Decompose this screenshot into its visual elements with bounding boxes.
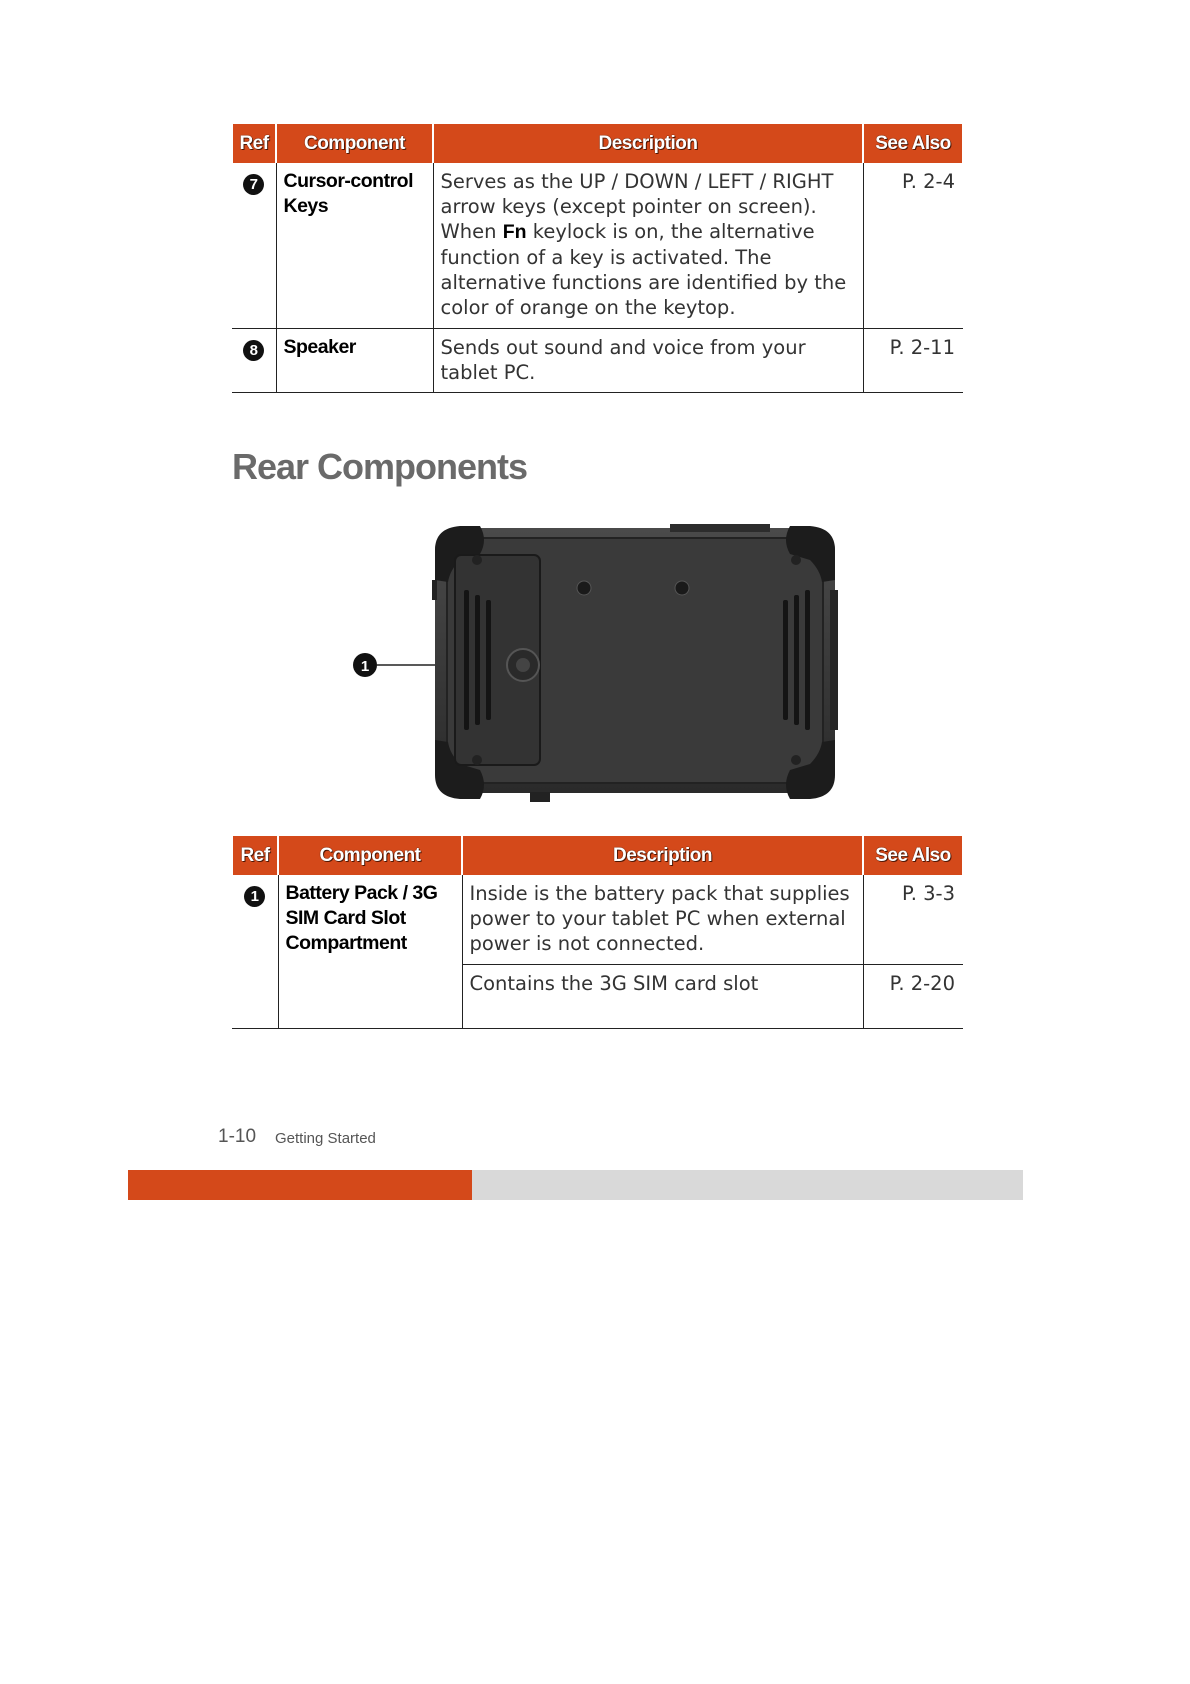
component-cell: Speaker	[276, 328, 433, 392]
rear-hole-right	[675, 581, 689, 595]
table-row	[232, 328, 963, 392]
tablet-rear-illustration	[340, 520, 860, 810]
header-ref: Ref	[232, 124, 276, 163]
see-also-link[interactable]: P. 2-11	[863, 328, 963, 392]
see-also-link[interactable]: P. 2-20	[863, 964, 963, 1028]
header-description: Description	[462, 836, 863, 875]
header-ref: Ref	[232, 836, 278, 875]
table-row	[232, 875, 963, 964]
see-also-link[interactable]: P. 3-3	[863, 875, 963, 964]
ref-cell	[232, 163, 276, 328]
header-component: Component	[278, 836, 462, 875]
footer-gray-bar	[472, 1170, 1023, 1200]
component-cell: Battery Pack / 3G SIM Card Slot Compartment	[278, 875, 462, 1028]
component-cell: Cursor-control Keys	[276, 163, 433, 328]
header-component: Component	[276, 124, 433, 163]
description-cell: Contains the 3G SIM card slot	[462, 964, 863, 1028]
section-title: Rear Components	[232, 446, 528, 487]
page-number: 1-10	[218, 1126, 257, 1147]
fn-key-label: Fn	[502, 221, 527, 243]
ref-number-badge: 1	[244, 886, 265, 907]
rear-hole-left	[577, 581, 591, 595]
description-cell	[433, 163, 863, 328]
ref-cell	[232, 328, 276, 392]
ref-cell	[232, 875, 278, 1028]
components-table-front	[231, 124, 964, 393]
description-text: keylock is on, the alternative function of a key is activated. The alternative functions are identified by the color of orange on the keytop.	[440, 220, 847, 319]
chapter-title: Getting Started	[275, 1130, 376, 1147]
table-header-row	[232, 124, 963, 163]
ref-number-badge: 7	[243, 174, 264, 195]
header-description: Description	[433, 124, 863, 163]
description-text: Serves as the UP / DOWN / LEFT / RIGHT arrow keys (except pointer on screen). When	[440, 170, 834, 243]
components-table-rear	[231, 836, 964, 1029]
ref-number-badge: 8	[243, 340, 264, 361]
description-cell: Inside is the battery pack that supplies power to your tablet PC when external power is not connected.	[462, 875, 863, 964]
footer-accent-bar	[128, 1170, 472, 1200]
description-cell: Sends out sound and voice from your tablet PC.	[433, 328, 863, 392]
header-see-also: See Also	[863, 836, 963, 875]
table-row	[232, 163, 963, 328]
header-see-also: See Also	[863, 124, 963, 163]
see-also-link[interactable]: P. 2-4	[863, 163, 963, 328]
callout-1-text: 1	[360, 658, 370, 675]
table-header-row	[232, 836, 963, 875]
